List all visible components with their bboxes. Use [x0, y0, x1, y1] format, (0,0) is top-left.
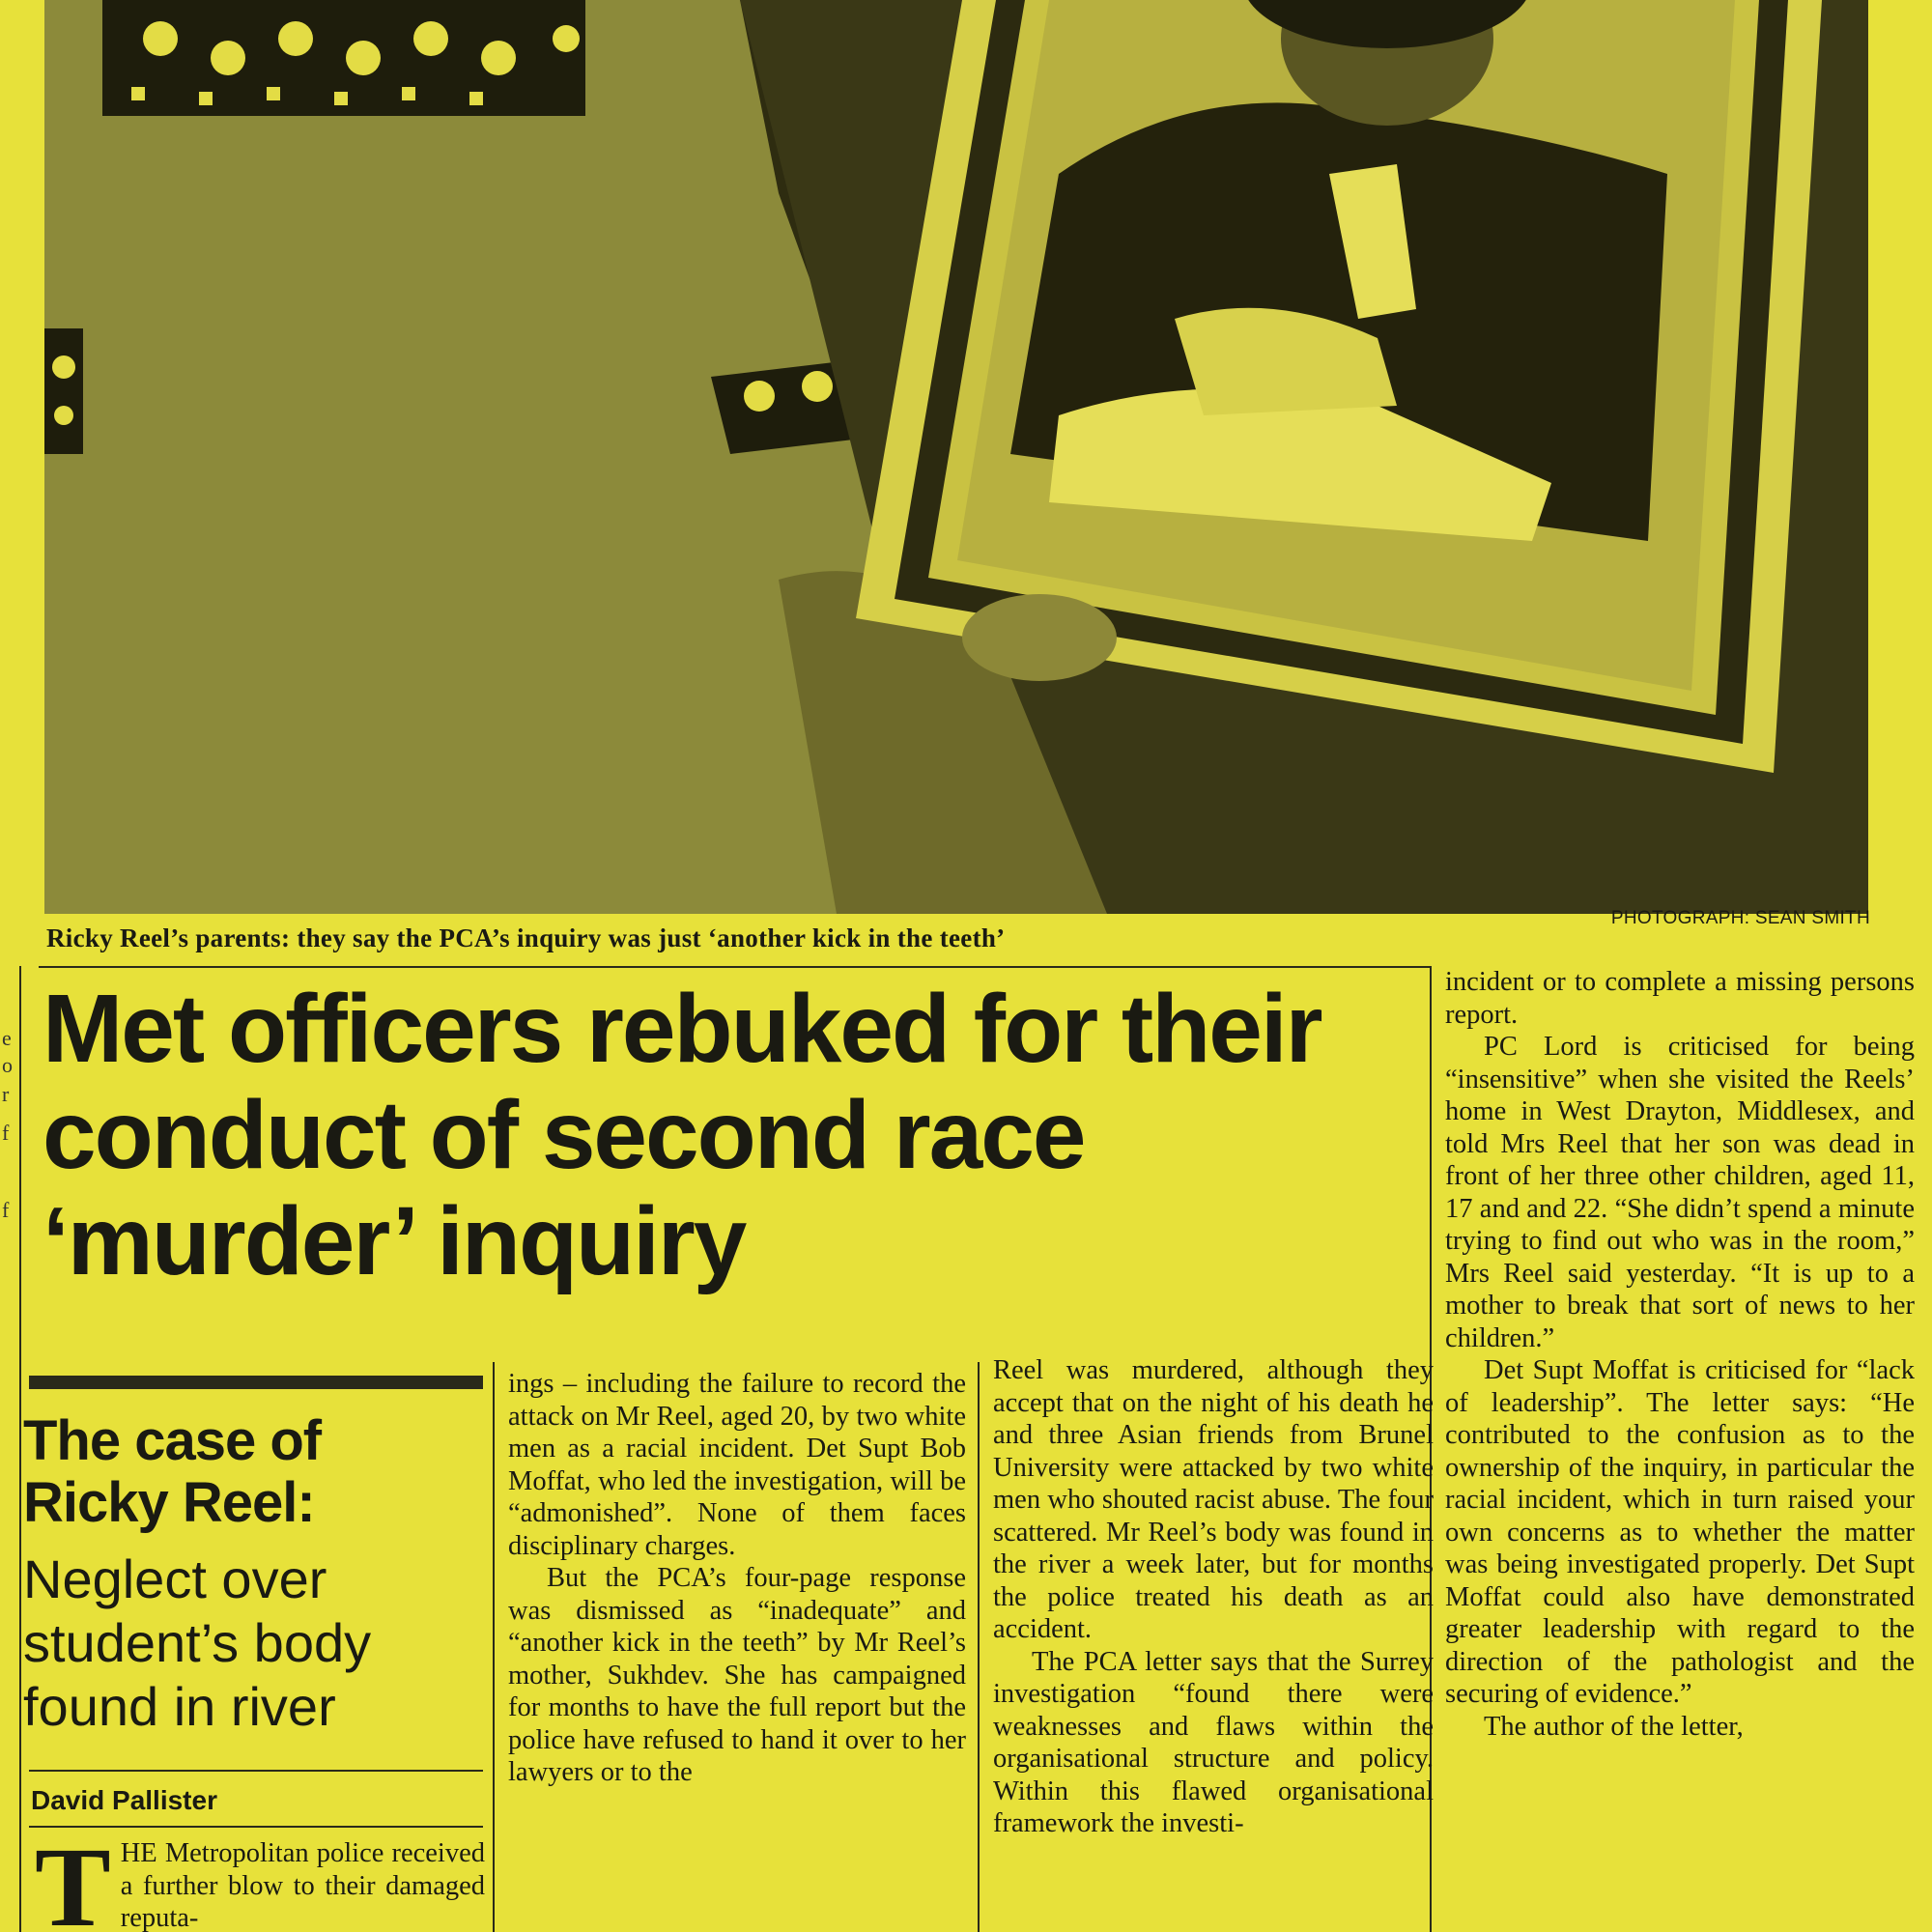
opening-text: HE Metropolitan police received a further blow to their damaged reputa- [120, 1838, 485, 1932]
paragraph: The author of the letter, [1484, 1711, 1744, 1742]
article-column-2 [508, 1368, 966, 1932]
parents-with-portrait-image [44, 0, 1868, 914]
photograph [44, 0, 1868, 914]
article-column-1 [35, 1837, 485, 1932]
paragraph: The PCA letter says that the Surrey investigation “found there were weaknesses and flaws within the organisational structure and policy. Within this flawed organisational framework the investi- [993, 1646, 1434, 1838]
paragraph: Det Supt Moffat is criticised for “lack of leadership”. The letter says: “He contributed to the confusion as to the ownership of the inquiry, in particular the racial incident, which in turn raised your own concerns as to whether the matter was being investigated properly. Det Supt Moffat could also have demonstrated greater leadership with regard to the direction of the pathologist and the securing of evidence.” [1445, 1355, 1915, 1709]
sidebar-kicker: The case of Ricky Reel: [23, 1409, 322, 1534]
photo-credit: PHOTOGRAPH: SEAN SMITH [1610, 908, 1870, 928]
paragraph: Reel was murdered, although they accept that on the night of his death he and three Asian friends from Brunel University were attacked by two white men who shouted racist abuse. The four scattered. Mr Reel’s body was found in the river a week later, but for months the police treated his death as an accident. [993, 1355, 1434, 1644]
column-rule-2 [978, 1362, 980, 1932]
column-rule-left-edge [19, 966, 21, 1932]
paragraph: But the PCA’s four-page response was dismissed as “inadequate” and “another kick in the teeth” by Mr Reel’s mother, Sukhdev. She has campaigned for months to have the full report but the police have refused to hand it over to her lawyers or to the [508, 1563, 966, 1787]
paragraph: ings – including the failure to record the attack on Mr Reel, aged 20, by two white men as a racial incident. Det Supt Bob Moffat, who led the investigation, will be “admonished”. None of them faces disciplinary charges. [508, 1369, 966, 1561]
opening-paragraph [35, 1837, 485, 1932]
byline-rule-top [29, 1770, 483, 1772]
sidebar-standfirst: Neglect over student’s body found in river [23, 1548, 372, 1737]
headline: Met officers rebuked for their conduct of second race ‘murder’ inquiry [43, 975, 1321, 1295]
paragraph: incident or to complete a missing persons report. [1445, 967, 1915, 1030]
caption-rule [39, 966, 1430, 968]
article-column-4 [1445, 966, 1915, 1932]
sidebar-rule [29, 1376, 483, 1389]
drop-cap: T [35, 1837, 111, 1932]
article-column-3 [993, 1354, 1434, 1932]
paragraph: PC Lord is criticised for being “insensitive” when she visited the Reels’ home in West Drayton, Middlesex, and told Mrs Reel that her son was dead in front of her three other children, aged 11, 17 and and 22. “She didn’t spend a minute trying to find out who was in the room,” Mrs Reel said yesterday. “It is up to a mother to break that sort of news to her children.” [1445, 1032, 1915, 1353]
byline-rule-bottom [29, 1826, 483, 1828]
byline: David Pallister [31, 1785, 217, 1815]
photo-caption: Ricky Reel’s parents: they say the PCA’s inquiry was just ‘another kick in the teeth’ [46, 923, 1006, 952]
column-rule-1 [493, 1362, 495, 1932]
